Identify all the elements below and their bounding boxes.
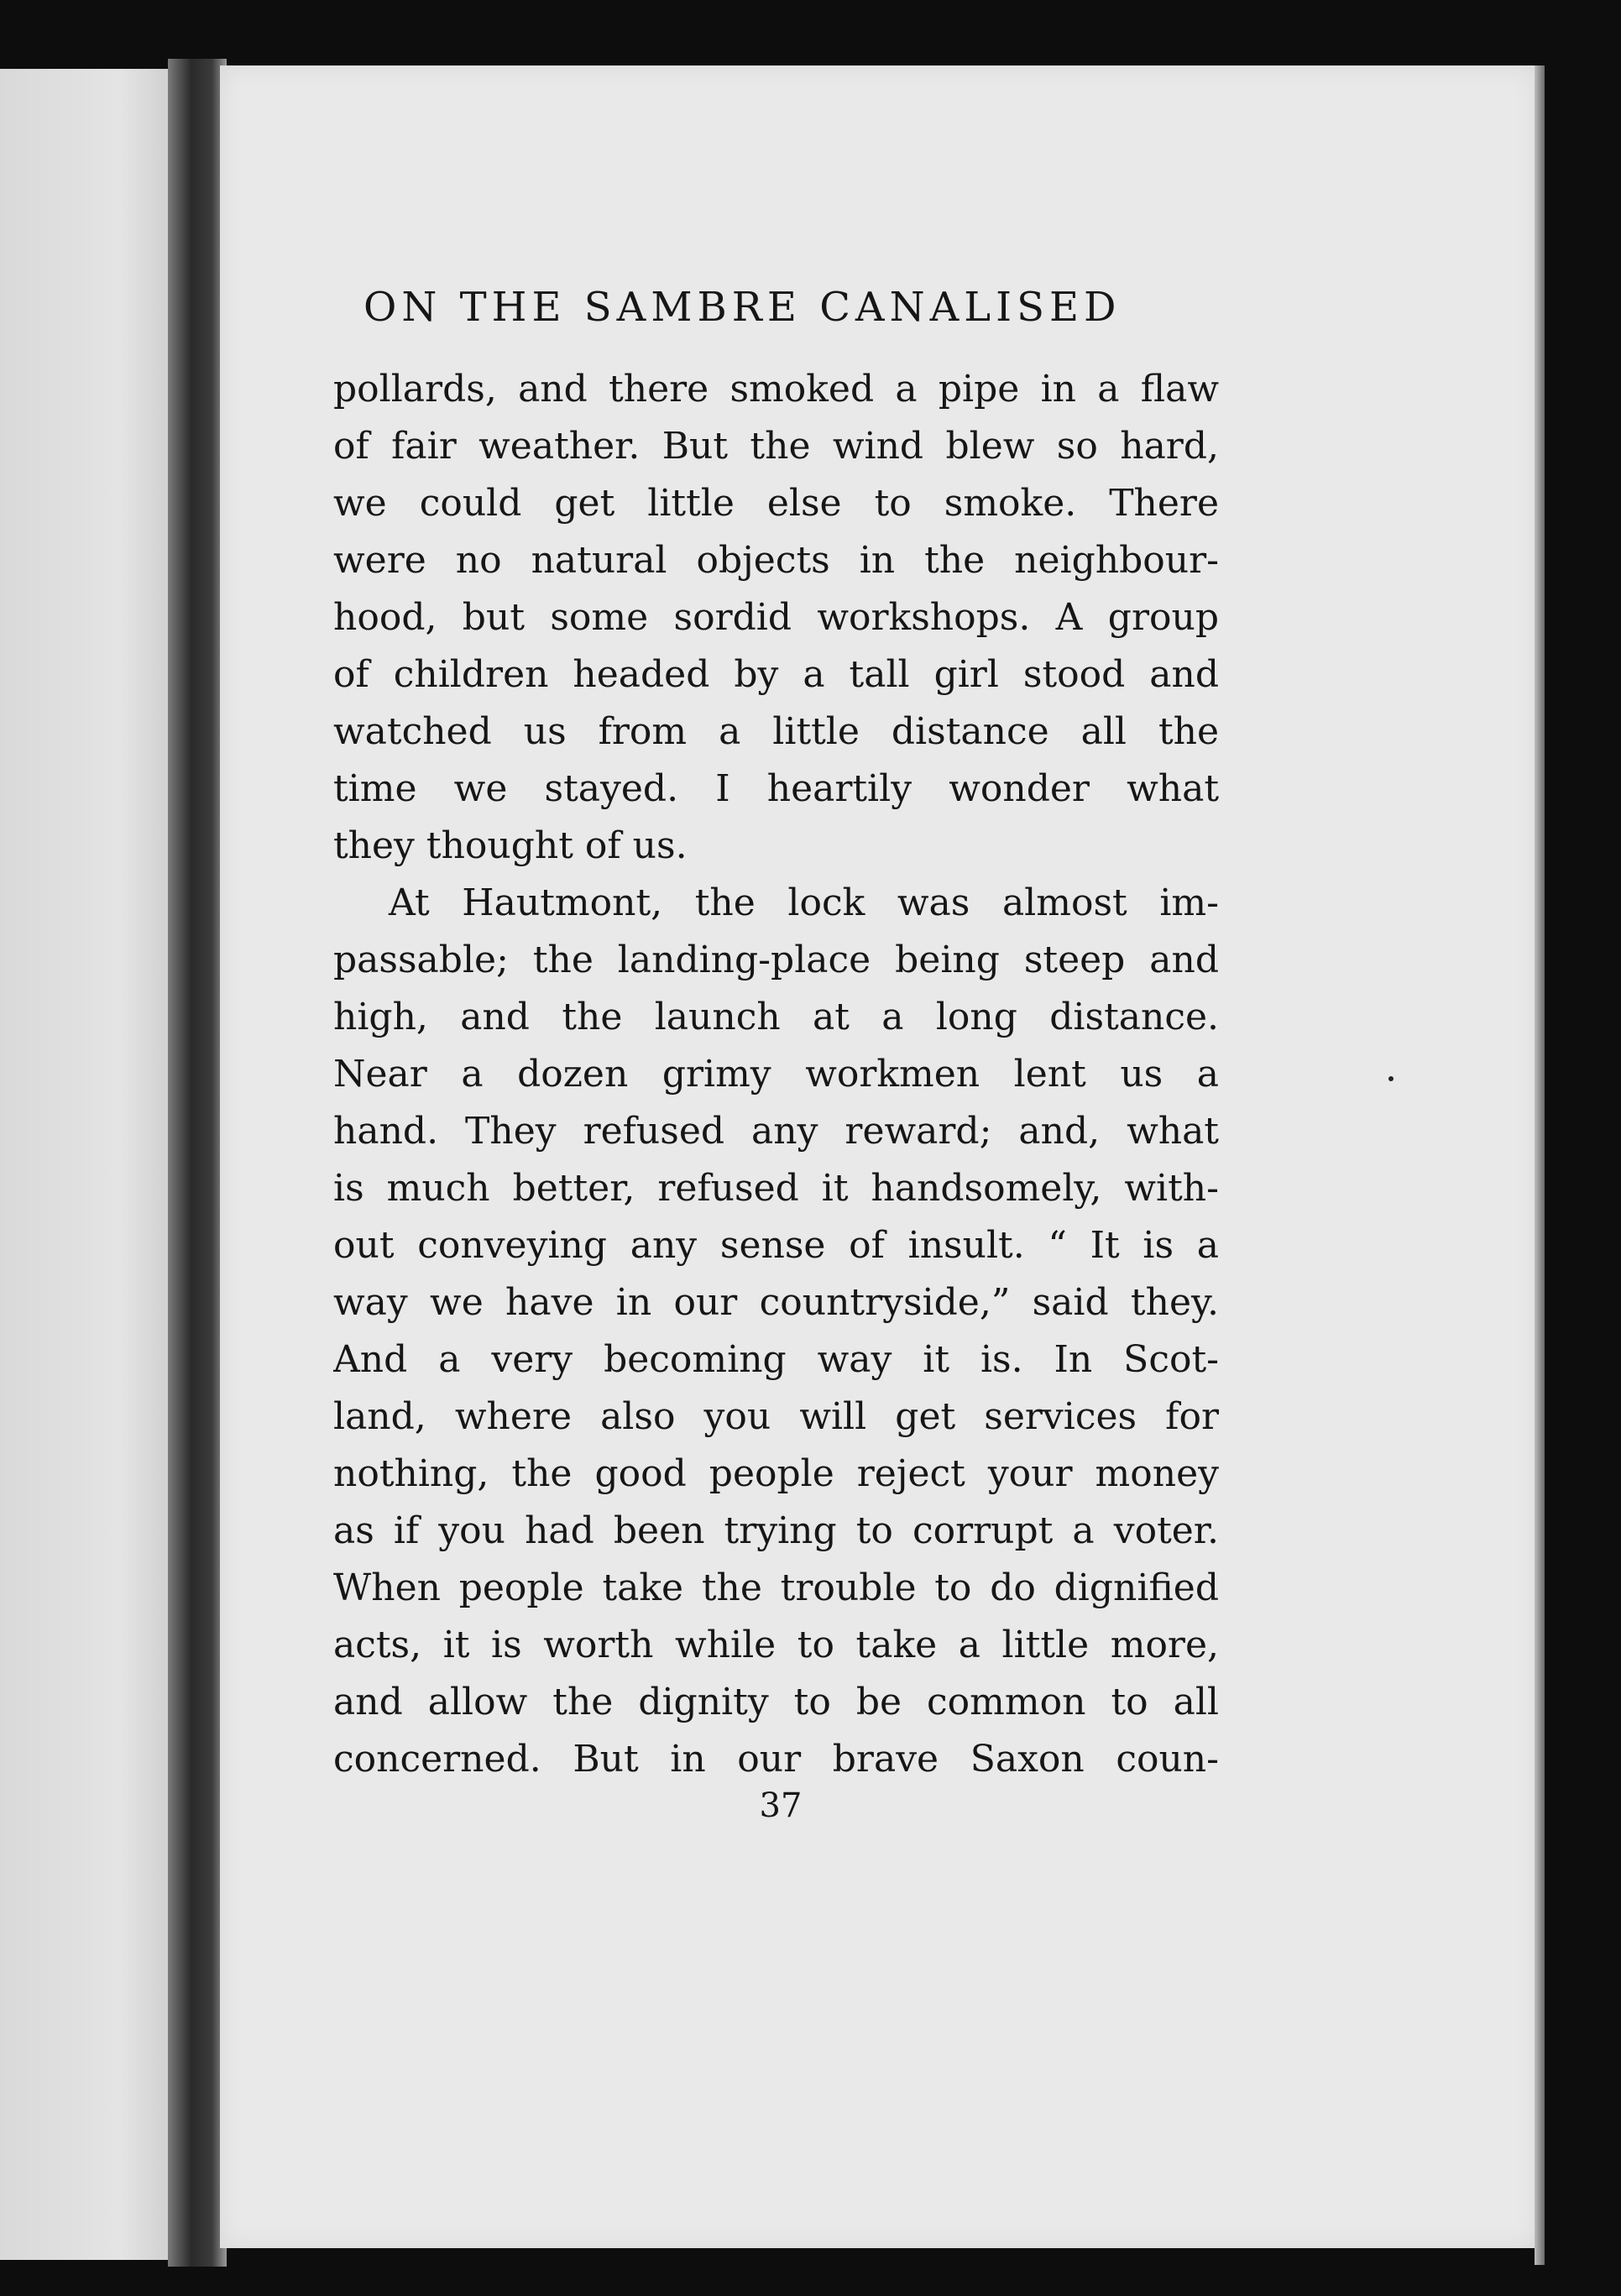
body-text bbox=[333, 361, 1219, 1788]
text-line: When people take the trouble to do dignified bbox=[333, 1566, 1219, 1609]
text-line: of children headed by a tall girl stood and bbox=[333, 653, 1219, 696]
text-line: hand. They refused any reward; and, what bbox=[333, 1110, 1219, 1153]
text-line: At Hautmont, the lock was almost im- bbox=[389, 881, 1219, 924]
text-line: of fair weather. But the wind blew so hard, bbox=[333, 425, 1219, 468]
text-line: hood, but some sordid workshops. A group bbox=[333, 596, 1219, 639]
page-edge-shadow bbox=[1535, 65, 1545, 2265]
scan-speck bbox=[1388, 1076, 1394, 1081]
text-line: they thought of us. bbox=[333, 824, 688, 867]
facing-page-edge bbox=[0, 69, 172, 2260]
text-line: watched us from a little distance all the bbox=[333, 710, 1219, 753]
text-line: pollards, and there smoked a pipe in a flaw bbox=[333, 368, 1219, 411]
text-line: out conveying any sense of insult. “ It is a bbox=[333, 1224, 1219, 1267]
text-line: is much better, refused it handsomely, with- bbox=[333, 1167, 1219, 1210]
text-line: high, and the launch at a long distance. bbox=[333, 996, 1219, 1038]
text-line: passable; the landing-place being steep and bbox=[333, 939, 1219, 981]
page-number: 37 bbox=[759, 1786, 803, 1825]
text-line: and allow the dignity to be common to all bbox=[333, 1681, 1219, 1723]
text-line: Near a dozen grimy workmen lent us a bbox=[333, 1053, 1219, 1096]
running-head: ON THE SAMBRE CANALISED bbox=[363, 284, 1122, 331]
text-line: acts, it is worth while to take a little more, bbox=[333, 1624, 1219, 1666]
book-gutter bbox=[168, 59, 227, 2267]
text-line: way we have in our countryside,” said they. bbox=[333, 1281, 1219, 1324]
text-line: were no natural objects in the neighbour- bbox=[333, 539, 1219, 582]
text-line: nothing, the good people reject your money bbox=[333, 1452, 1219, 1495]
text-line: time we stayed. I heartily wonder what bbox=[333, 767, 1219, 810]
text-line: And a very becoming way it is. In Scot- bbox=[333, 1338, 1219, 1381]
text-line: land, where also you will get services for bbox=[333, 1395, 1219, 1438]
text-line: we could get little else to smoke. There bbox=[333, 482, 1219, 525]
text-line: as if you had been trying to corrupt a voter. bbox=[333, 1509, 1219, 1552]
text-line: concerned. But in our brave Saxon coun- bbox=[333, 1738, 1219, 1781]
